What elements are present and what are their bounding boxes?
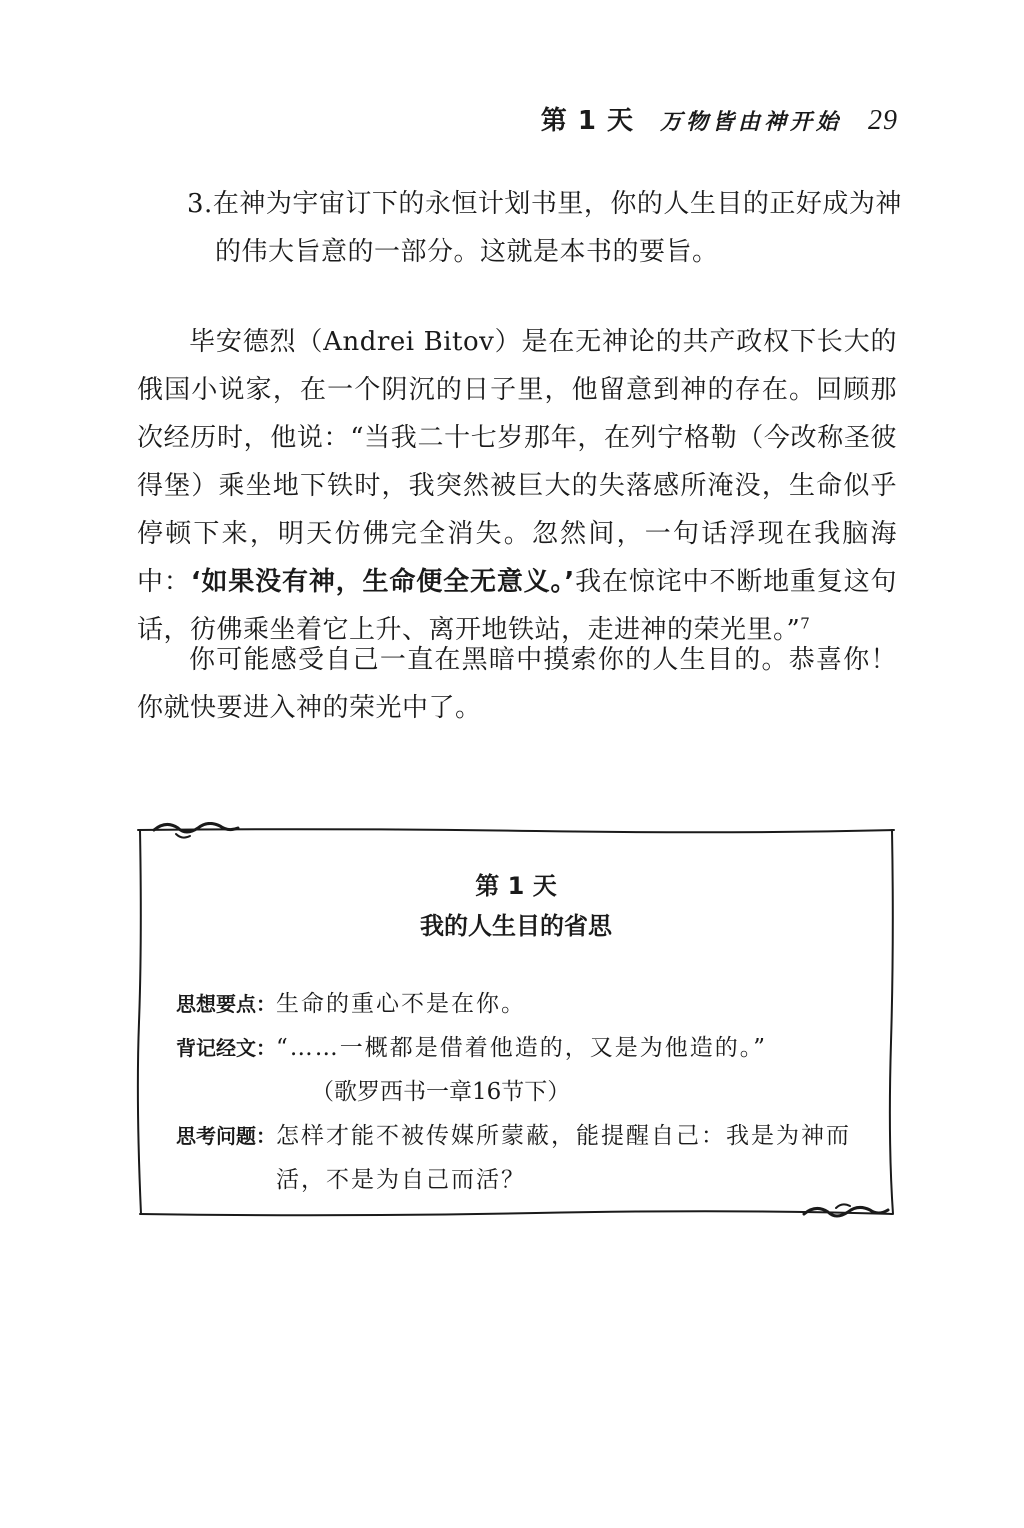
question-text: 怎样才能不被传媒所蒙蔽，能提醒自己：我是为神而活，不是为自己而活？ [276, 1123, 851, 1193]
footnote-marker: 7 [800, 614, 811, 633]
running-head [541, 100, 898, 137]
list-number: 3. [187, 189, 213, 219]
verse-reference: （歌罗西书一章16节下） [311, 1079, 571, 1105]
reflection-day-label: 第 1 天 [475, 872, 557, 900]
paragraph-1-text: 毕安德烈（Andrei Bitov）是在无神论的共产政权下长大的俄国小说家，在一个阴沉的日子里，他留意到神的存在。回顾那次经历时，他说：“当我二十七岁那年，在列宁格勒（今改称圣彼得堡）乘坐地下铁时，我突然被巨大的失落感所淹没，生命似乎停顿下来，明天仿佛完全消失。忽然间，一句话浮现在我脑海中： [137, 327, 897, 597]
question-label: 思考问题： [176, 1124, 276, 1148]
bold-quote: ‘如果没有神，生命便全无意义。’ [190, 567, 575, 597]
paragraph-bitov-story [137, 318, 897, 654]
point-label: 思想要点： [176, 992, 276, 1016]
paragraph-1-text-end: 我在惊诧中不断地重复这句话，彷佛乘坐着它上升、离开地铁站，走进神的荣光里。” [137, 567, 897, 645]
point-to-ponder [176, 982, 866, 1026]
numbered-point-3 [187, 180, 927, 276]
verse-to-remember [176, 1026, 866, 1070]
page-number: 29 [868, 105, 898, 136]
reflection-title: 我的人生目的省思 [420, 912, 612, 940]
verse-text: “……一概都是借着他造的，又是为他造的。” [276, 1035, 768, 1061]
verse-label: 背记经文： [176, 1036, 276, 1060]
running-head-day: 第 1 天 [540, 106, 634, 136]
running-head-chapter-title: 万物皆由神开始 [659, 110, 842, 135]
point-text: 生命的重心不是在你。 [276, 991, 526, 1017]
reflection-box [136, 822, 896, 1220]
paragraph-encouragement: 你可能感受自己一直在黑暗中摸索你的人生目的。恭喜你！你就快要进入神的荣光中了。 [137, 645, 897, 723]
list-text: 在神为宇宙订下的永恒计划书里，你的人生目的正好成为神的伟大旨意的一部分。这就是本书的要旨。 [212, 189, 902, 267]
question-to-consider [176, 1114, 866, 1202]
